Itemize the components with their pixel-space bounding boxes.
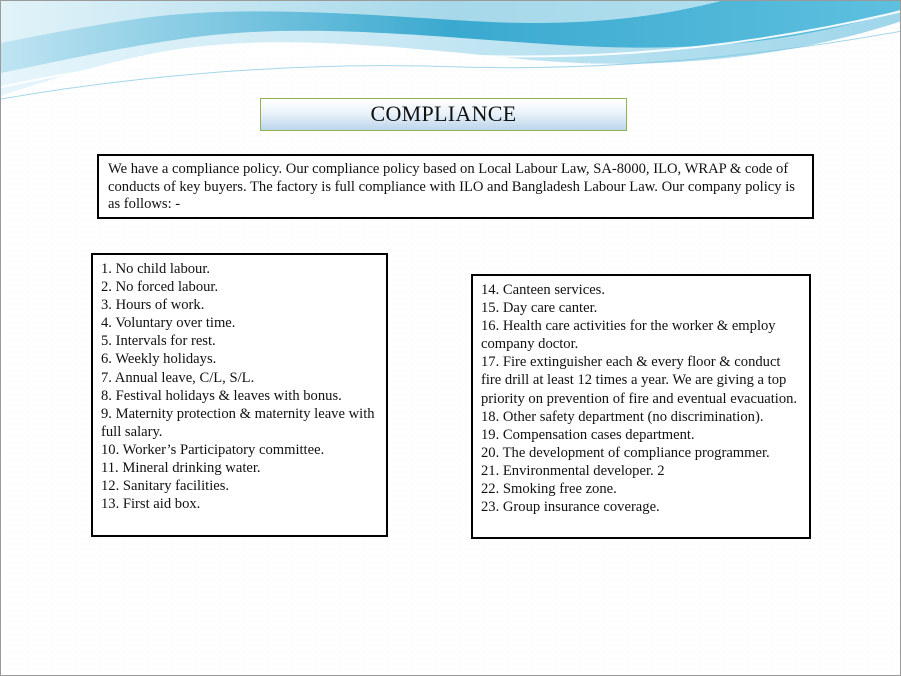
list-item: 3. Hours of work.: [101, 297, 205, 314]
list-item: 6. Weekly holidays.: [101, 351, 217, 368]
list-item: 20. The development of compliance programmer.: [481, 444, 770, 461]
list-item: 14. Canteen services.: [481, 282, 606, 298]
list-item: 1. No child labour.: [101, 261, 211, 277]
list-item: 21. Environmental developer. 2: [481, 462, 665, 479]
list-item: 10. Worker’s Participatory committee.: [101, 441, 325, 458]
wave-header-decoration: [1, 1, 901, 111]
policy-list-left: [91, 253, 388, 537]
list-item: 16. Health care activities for the worker & employ company doctor.: [481, 318, 776, 353]
list-item: 2. No forced labour.: [101, 279, 219, 296]
list-item: 22. Smoking free zone.: [481, 481, 617, 498]
list-item: 11. Mineral drinking water.: [101, 460, 261, 477]
list-item: 8. Festival holidays & leaves with bonus.: [101, 387, 342, 404]
policy-list-right: [471, 274, 811, 539]
list-item: 5. Intervals for rest.: [101, 333, 216, 350]
slide-title: COMPLIANCE: [260, 98, 627, 131]
list-item: 18. Other safety department (no discrimination).: [481, 408, 764, 425]
list-item: 13. First aid box.: [101, 496, 201, 513]
list-item: 19. Compensation cases department.: [481, 426, 695, 443]
list-item: 15. Day care canter.: [481, 300, 598, 317]
list-item: 23. Group insurance coverage.: [481, 499, 660, 516]
intro-paragraph: We have a compliance policy. Our compliance policy based on Local Labour Law, SA-8000, ILO, WRAP & code of conducts of key buyers. The factory is full compliance with ILO and Bangladesh Labour Law. Our company policy is as follows: -: [97, 154, 814, 219]
list-item: 12. Sanitary facilities.: [101, 478, 230, 495]
list-item: 9. Maternity protection & maternity leave with full salary.: [101, 405, 375, 440]
list-item: 7. Annual leave, C/L, S/L.: [101, 369, 255, 386]
list-item: 17. Fire extinguisher each & every floor & conduct fire drill at least 12 times a year. We are giving a top priority on prevention of fire and eventual evacuation.: [481, 354, 798, 407]
list-item: 4. Voluntary over time.: [101, 315, 236, 332]
